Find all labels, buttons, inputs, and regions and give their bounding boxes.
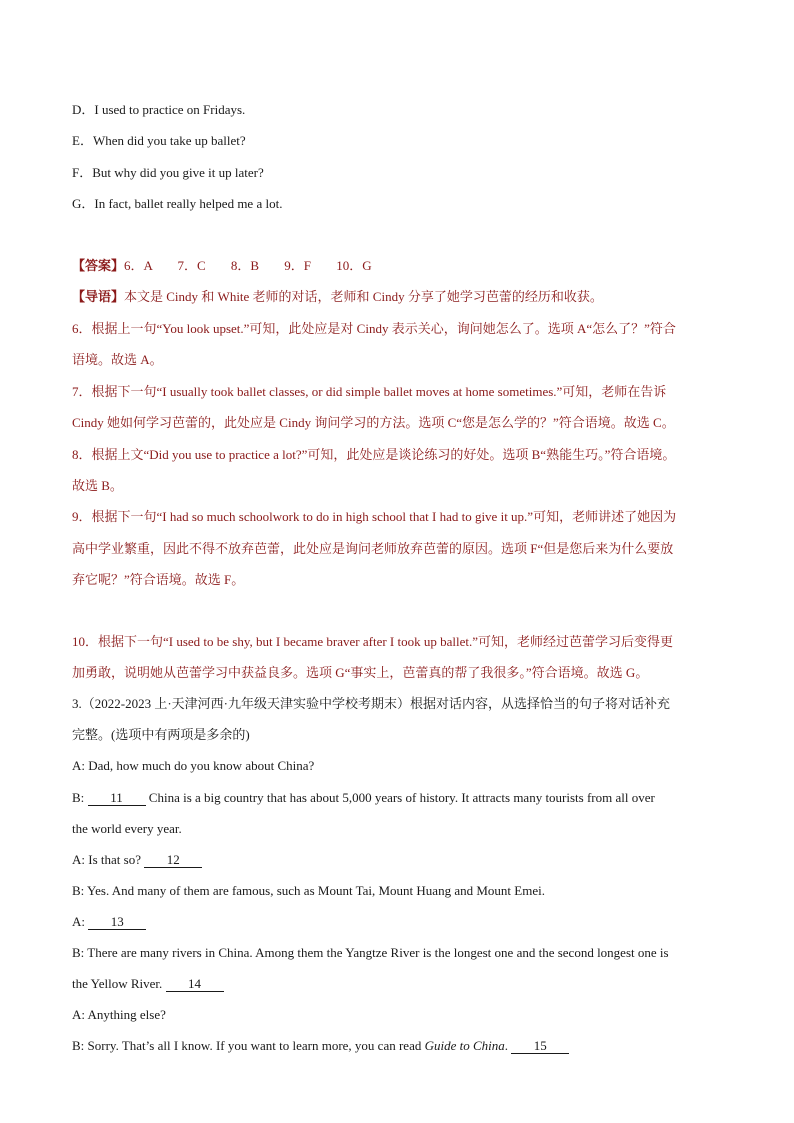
dialogue-b4-dot: . bbox=[504, 1038, 509, 1053]
explanation-6-line-2: 语境。故选 A。 bbox=[72, 352, 163, 367]
dialogue-a2 bbox=[72, 851, 202, 869]
option-d: D．I used to practice on Fridays. bbox=[72, 102, 246, 117]
dialogue-b2: B: Yes. And many of them are famous, such as Mount Tai, Mount Huang and Mount Emei. bbox=[72, 883, 545, 898]
dialogue-a3 bbox=[72, 913, 146, 931]
blank-12[interactable]: 12 bbox=[144, 852, 202, 868]
dialogue-b1-text: China is a big country that has about 5,000 years of history. It attracts many tourists from all over bbox=[148, 790, 655, 805]
question-3-line-1: 3.（2022-2023 上·天津河西·九年级天津实验中学校考期末）根据对话内容，从选择恰当的句子将对话补充 bbox=[72, 696, 670, 711]
explanation-10-line-2: 加勇敢，说明她从芭蕾学习中获益良多。选项 G“事实上，芭蕾真的帮了我很多。”符合语境。故选 G。 bbox=[72, 665, 649, 680]
dialogue-b1-cont: the world every year. bbox=[72, 821, 182, 836]
guide-line bbox=[72, 288, 603, 306]
blank-15[interactable]: 15 bbox=[511, 1038, 569, 1054]
dialogue-b3-cont-line bbox=[72, 975, 224, 993]
answer-line bbox=[72, 257, 372, 275]
dialogue-a3-text: A: bbox=[72, 914, 85, 929]
speaker-b: B: bbox=[72, 790, 85, 805]
guide-text: 本文是 Cindy 和 White 老师的对话，老师和 Cindy 分享了她学习芭蕾的经历和收获。 bbox=[124, 289, 603, 304]
dialogue-a2-text: A: Is that so? bbox=[72, 852, 141, 867]
explanation-9-line-3: 弃它呢？”符合语境。故选 F。 bbox=[72, 572, 245, 587]
explanation-8-line-2: 故选 B。 bbox=[72, 478, 123, 493]
option-e: E．When did you take up ballet? bbox=[72, 133, 246, 148]
dialogue-b4-text: B: Sorry. That’s all I know. If you want to learn more, you can read bbox=[72, 1038, 422, 1053]
guide-tag: 【导语】 bbox=[72, 289, 125, 304]
blank-14[interactable]: 14 bbox=[166, 976, 224, 992]
explanation-7-line-2: Cindy 她如何学习芭蕾的，此处应是 Cindy 询问学习的方法。选项 C“您是怎么学的？”符合语境。故选 C。 bbox=[72, 415, 675, 430]
dialogue-b3-cont: the Yellow River. bbox=[72, 976, 163, 991]
answer-item: 8．B bbox=[230, 258, 260, 273]
book-title: Guide to China bbox=[424, 1038, 505, 1053]
answer-item: 6．A bbox=[124, 258, 153, 273]
explanation-8-line-1: 8．根据上文“Did you use to practice a lot?”可知，此处应是谈论练习的好处。选项 B“熟能生巧。”符合语境。 bbox=[72, 447, 676, 462]
answer-tag: 【答案】 bbox=[72, 258, 125, 273]
explanation-9-line-1: 9．根据下一句“I had so much schoolwork to do in high school that I had to give it up.”可知，老师讲述了她因为 bbox=[72, 509, 677, 524]
explanation-7-line-1: 7．根据下一句“I usually took ballet classes, or did simple ballet moves at home sometimes.”可知，老师在告诉 bbox=[72, 384, 667, 399]
blank-11[interactable]: 11 bbox=[88, 790, 146, 806]
question-3-line-2: 完整。(选项中有两项是多余的) bbox=[72, 727, 250, 742]
dialogue-a1: A: Dad, how much do you know about China? bbox=[72, 758, 315, 773]
explanation-9-line-2: 高中学业繁重，因此不得不放弃芭蕾，此处应是询问老师放弃芭蕾的原因。选项 F“但是您后来为什么要放 bbox=[72, 541, 674, 556]
dialogue-a4: A: Anything else? bbox=[72, 1007, 166, 1022]
answer-item: 9．F bbox=[284, 258, 312, 273]
dialogue-b3: B: There are many rivers in China. Among them the Yangtze River is the longest one and the second longest one is bbox=[72, 945, 669, 960]
dialogue-b1 bbox=[72, 789, 655, 807]
answer-item: 10．G bbox=[336, 258, 372, 273]
option-g: G．In fact, ballet really helped me a lot. bbox=[72, 196, 283, 211]
dialogue-b4 bbox=[72, 1037, 569, 1055]
blank-13[interactable]: 13 bbox=[88, 914, 146, 930]
option-f: F．But why did you give it up later? bbox=[72, 165, 264, 180]
explanation-6-line-1: 6．根据上一句“You look upset.”可知，此处应是对 Cindy 表示关心，询问她怎么了。选项 A“怎么了？”符合 bbox=[72, 321, 676, 336]
explanation-10-line-1: 10．根据下一句“I used to be shy, but I became braver after I took up ballet.”可知，老师经过芭蕾学习后变得更 bbox=[72, 634, 674, 649]
answer-item: 7．C bbox=[177, 258, 206, 273]
